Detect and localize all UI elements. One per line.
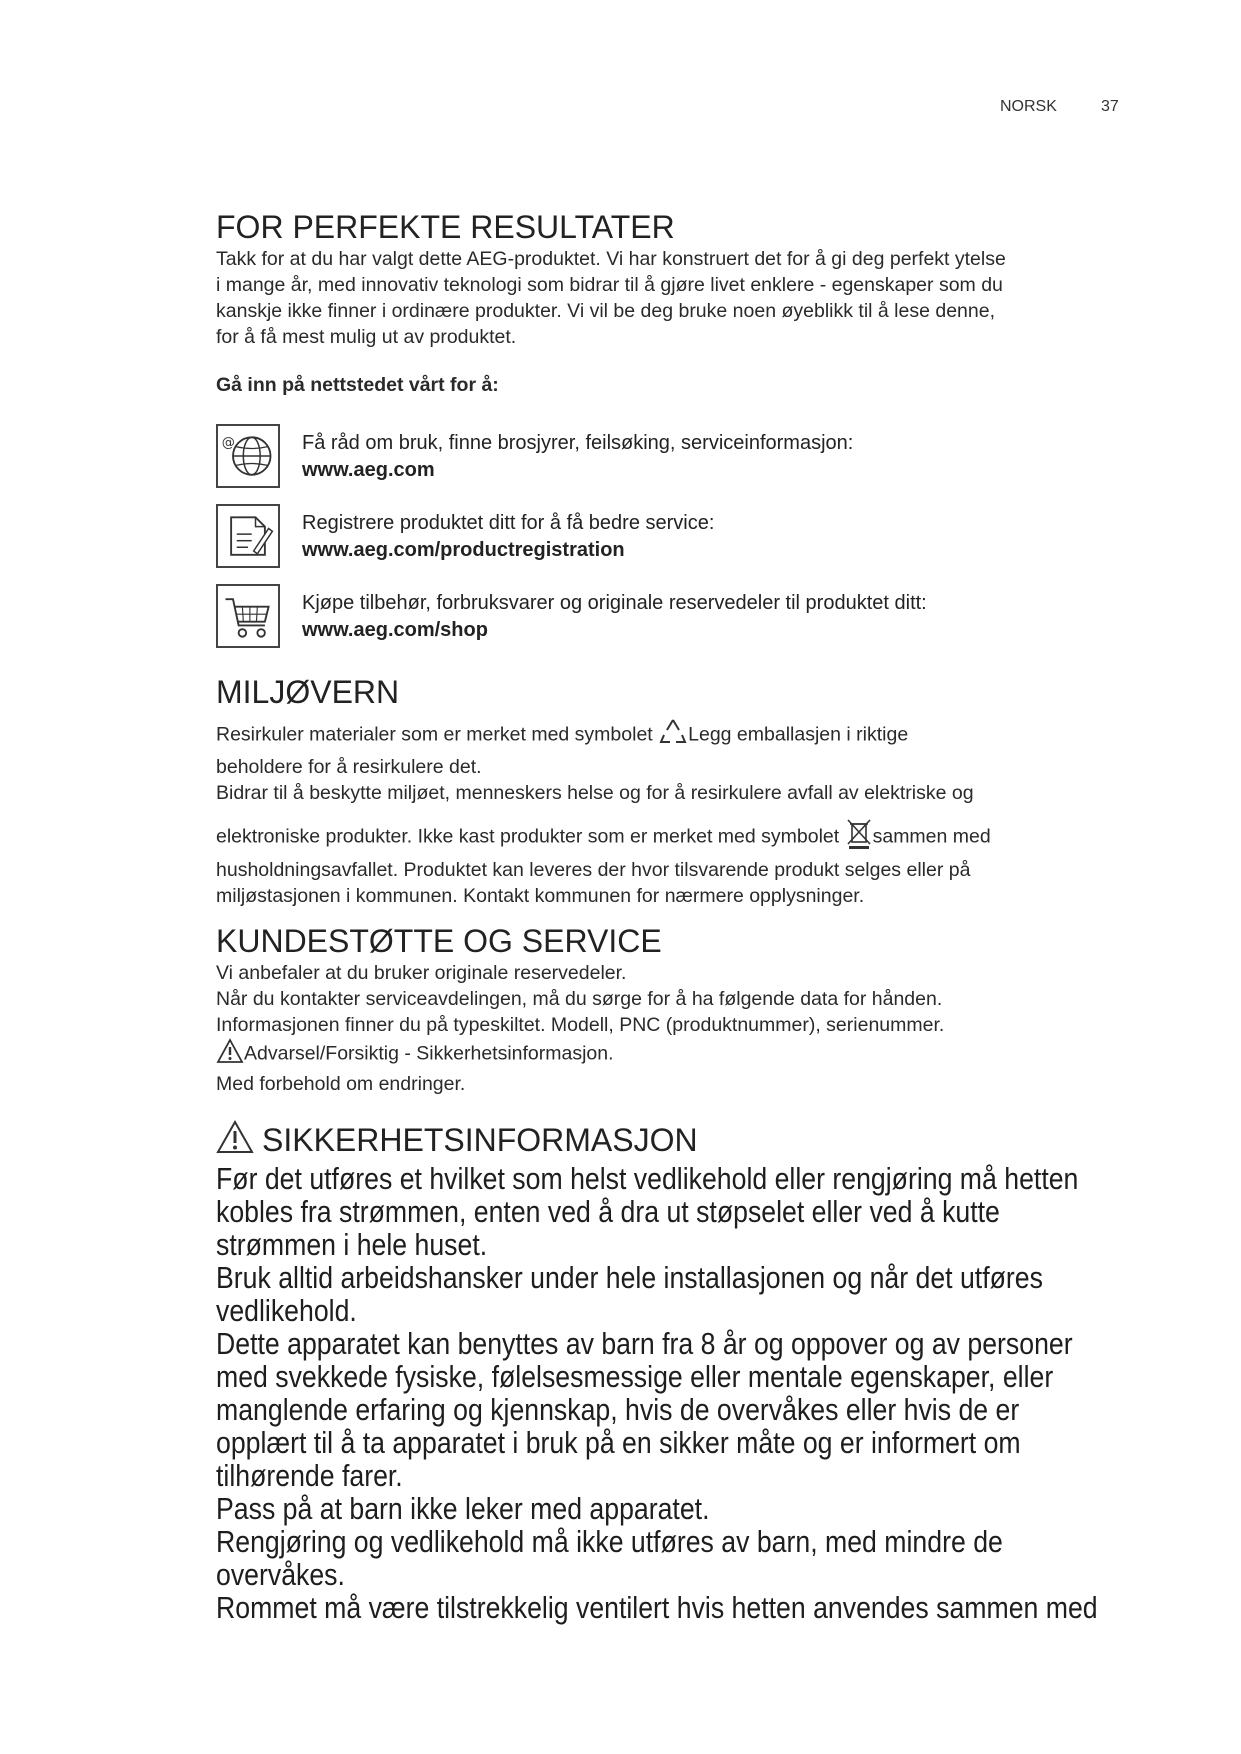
crossed-bin-icon (845, 818, 873, 857)
registration-icon (216, 504, 280, 568)
safety-line: overvåkes. (216, 1557, 345, 1592)
environment-text: beholdere for å resirkulere det. (216, 756, 482, 778)
shop-link[interactable]: www.aeg.com/shop (302, 619, 488, 641)
link-row-registration (216, 504, 1121, 572)
safety-line: vedlikehold. (216, 1293, 357, 1328)
safety-line: Pass på at barn ikke leker med apparatet. (216, 1491, 710, 1526)
link-row-advice (216, 424, 1121, 492)
product-registration-link[interactable]: www.aeg.com/productregistration (302, 539, 625, 561)
perfect-results-title: FOR PERFEKTE RESULTATER (216, 209, 675, 245)
perfect-line: i mange år, med innovativ teknologi som bidrar til å gjøre livet enklere - egenskaper som du (216, 274, 1003, 296)
environment-text: miljøstasjonen i kommunen. Kontakt kommunen for nærmere opplysninger. (216, 885, 865, 907)
safety-line: Før det utføres et hvilket som helst vedlikehold eller rengjøring må hetten (216, 1161, 1079, 1196)
environment-section (216, 675, 1121, 909)
safety-line: Bruk alltid arbeidshansker under hele installasjonen og når det utføres (216, 1260, 1043, 1295)
page-number: 37 (1101, 98, 1119, 115)
link-row-shop (216, 584, 1121, 652)
recycling-icon (658, 717, 688, 754)
safety-title: SIKKERHETSINFORMASJON (262, 1122, 698, 1158)
warning-icon (216, 1038, 244, 1071)
website-heading: Gå inn på nettstedet vårt for å: (216, 374, 499, 396)
safety-line: Dette apparatet kan benyttes av barn fra 8 år og oppover og av personer (216, 1326, 1073, 1361)
safety-line: kobles fra strømmen, enten ved å dra ut støpselet eller ved å kutte (216, 1194, 1000, 1229)
safety-line: opplært til å ta apparatet i bruk på en sikker måte og er informert om (216, 1425, 1021, 1460)
support-text: Når du kontakter serviceavdelingen, må du sørge for å ha følgende data for hånden. (216, 988, 943, 1010)
link-description: Kjøpe tilbehør, forbruksvarer og originale reservedeler til produktet ditt: (302, 592, 927, 614)
environment-title: MILJØVERN (216, 674, 400, 710)
safety-section (216, 1120, 1121, 1624)
aeg-website-link[interactable]: www.aeg.com (302, 459, 435, 481)
safety-line: manglende erfaring og kjennskap, hvis de overvåkes eller hvis de er (216, 1392, 1020, 1427)
shopping-cart-icon (216, 584, 280, 648)
warning-icon (216, 1120, 254, 1160)
support-text: Med forbehold om endringer. (216, 1073, 466, 1095)
header-language: NORSK (1000, 98, 1057, 115)
link-description: Få råd om bruk, finne brosjyrer, feilsøking, serviceinformasjon: (302, 432, 854, 454)
perfect-line: Takk for at du har valgt dette AEG-produktet. Vi har konstruert det for å gi deg perfekt ytelse (216, 248, 1006, 270)
perfect-results-section (216, 210, 1121, 398)
link-description: Registrere produktet ditt for å få bedre service: (302, 512, 715, 534)
safety-line: Rommet må være tilstrekkelig ventilert hvis hetten anvendes sammen med (216, 1590, 1098, 1625)
environment-text: Bidrar til å beskytte miljøet, menneskers helse og for å resirkulere avfall av elektriske og (216, 782, 974, 804)
environment-text: Resirkuler materialer som er merket med symbolet (216, 723, 653, 746)
support-warning-text: Advarsel/Forsiktig - Sikkerhetsinformasjon. (244, 1042, 614, 1065)
globe-icon (216, 424, 280, 488)
safety-line: tilhørende farer. (216, 1458, 403, 1493)
safety-line: Rengjøring og vedlikehold må ikke utføres av barn, med mindre de (216, 1524, 1003, 1559)
support-title: KUNDESTØTTE OG SERVICE (216, 923, 662, 959)
perfect-line: kanskje ikke finner i ordinære produkter. Vi vil be deg bruke noen øyeblikk til å lese denne, (216, 300, 995, 322)
perfect-line: for å få mest mulig ut av produktet. (216, 326, 517, 348)
svg-text:@: @ (221, 435, 235, 451)
environment-text: sammen med (872, 825, 991, 848)
environment-text: Legg emballasjen i riktige (688, 723, 909, 746)
support-text: Informasjonen finner du på typeskiltet. Modell, PNC (produktnummer), serienummer. (216, 1014, 945, 1036)
support-section (216, 924, 1121, 1097)
environment-text: elektroniske produkter. Ikke kast produkter som er merket med symbolet (216, 825, 840, 848)
support-text: Vi anbefaler at du bruker originale reservedeler. (216, 962, 627, 984)
environment-text: husholdningsavfallet. Produktet kan leveres der hvor tilsvarende produkt selges eller på (216, 859, 971, 881)
safety-line: med svekkede fysiske, følelsesmessige eller mentale egenskaper, eller (216, 1359, 1054, 1394)
safety-line: strømmen i hele huset. (216, 1227, 488, 1262)
